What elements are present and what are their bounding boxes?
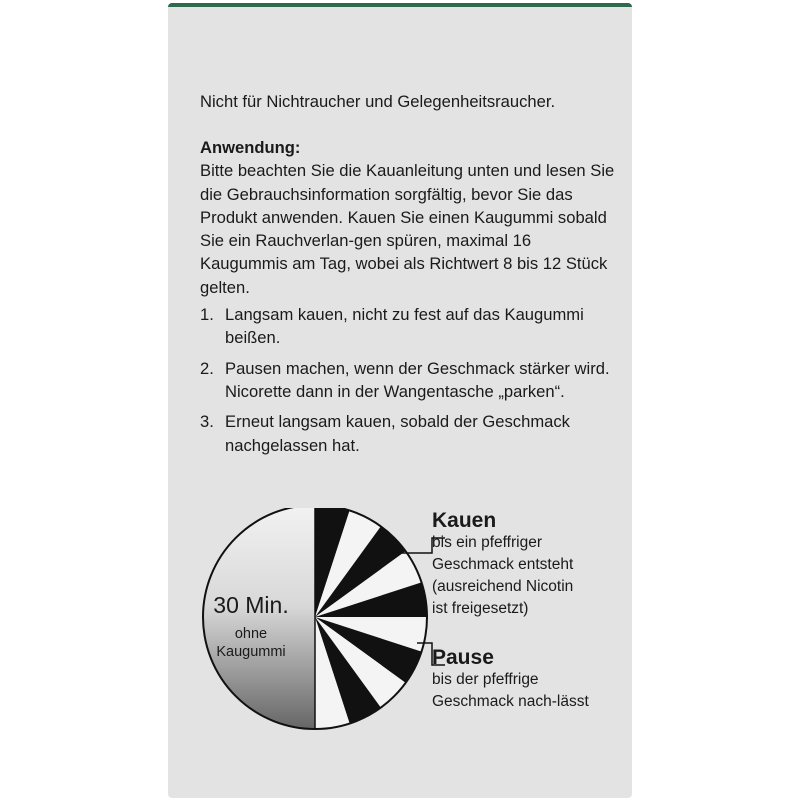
- usage-section: [200, 136, 620, 464]
- kauen-legend: [432, 510, 592, 620]
- intro-text: Nicht für Nichtraucher und Gelegenheitsraucher.: [200, 92, 556, 111]
- steps-list: [200, 303, 620, 457]
- step-number: 1.: [200, 305, 214, 325]
- pause-text: bis der pfeffrige Geschmack nach-lässt: [432, 671, 589, 710]
- pause-legend: [432, 647, 592, 713]
- step-text: Langsam kauen, nicht zu fest auf das Kaugummi beißen.: [225, 305, 584, 348]
- kauen-heading: Kauen: [432, 509, 497, 532]
- list-item: [200, 303, 620, 350]
- list-item: [200, 410, 620, 457]
- kaugummi-label: Kaugummi: [216, 644, 286, 660]
- ohne-label: ohne: [234, 626, 268, 642]
- step-text: Pausen machen, wenn der Geschmack stärker wird. Nicorette dann in der Wangentasche „parken“.: [225, 358, 610, 401]
- step-number: 3.: [200, 412, 214, 432]
- list-item: [200, 357, 620, 404]
- kauen-text: bis ein pfeffriger Geschmack entsteht (ausreichend Nicotin ist freigesetzt): [432, 534, 574, 617]
- chew-wedges: [315, 508, 427, 729]
- step-number: 2.: [200, 358, 214, 378]
- usage-text: Bitte beachten Sie die Kauanleitung unten und lesen Sie die Gebrauchsinformation sorgfältig, bevor Sie das Produkt anwenden. Kauen Sie einen Kaugummi sobald Sie ein Rauchverlan-gen spüren, maximal 16 Kaugummis am Tag, wobei als Richtwert 8 bis 12 Stück gelten.: [200, 161, 615, 297]
- step-text: Erneut langsam kauen, sobald der Geschmack nachgelassen hat.: [225, 412, 570, 455]
- pause-duration: 30 Min.: [213, 592, 289, 618]
- pause-heading: Pause: [432, 646, 494, 669]
- usage-heading: Anwendung:: [200, 138, 301, 157]
